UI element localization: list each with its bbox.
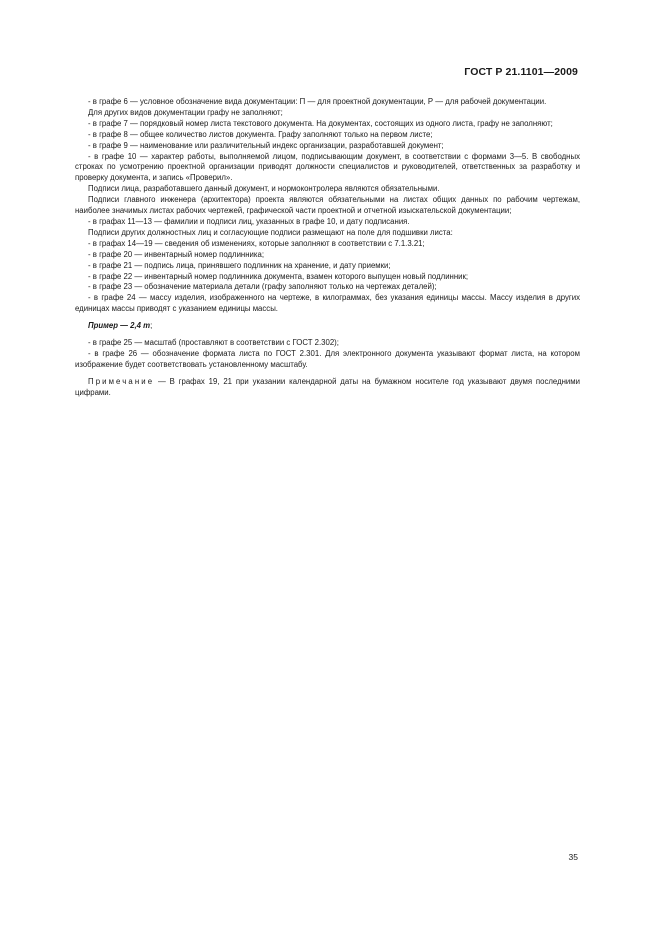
paragraph: - в графах 14—19 — сведения об изменениях, которые заполняют в соответствии с 7.1.3.21;: [88, 238, 425, 248]
paragraph: Для других видов документации графу не заполняют;: [88, 107, 283, 117]
paragraph: Подписи лица, разработавшего данный документ, и нормоконтролера являются обязательными.: [88, 184, 440, 194]
example-line: [75, 321, 580, 332]
paragraph: - в графах 11—13 — фамилии и подписи лиц, указанных в графе 10, и дату подписания.: [88, 216, 410, 226]
paragraph: Подписи других должностных лиц и согласующие подписи размещают на поле для подшивки листа:: [88, 227, 453, 237]
paragraph: - в графе 6 — условное обозначение вида документации: П — для проектной документации, Р — для рабочей документации.: [88, 97, 547, 106]
paragraph: - в графе 21 — подпись лица, принявшего подлинник на хранение, и дату приемки;: [88, 260, 391, 270]
paragraph: - в графе 22 — инвентарный номер подлинника документа, взамен которого выпущен новый подлинник;: [88, 271, 469, 281]
paragraph: - в графе 23 — обозначение материала детали (графу заполняют только на чертежах деталей);: [88, 282, 437, 292]
paragraph: - в графе 24 — массу изделия, изображенного на чертеже, в килограммах, без указания единицы массы. Массу изделия в других единицах массы приводят с указанием единицы массы.: [75, 293, 580, 314]
paragraph: - в графе 25 — масштаб (проставляют в соответствии с ГОСТ 2.302);: [88, 338, 339, 348]
note-paragraph: [75, 377, 580, 399]
paragraph: - в графе 8 — общее количество листов документа. Графу заполняют только на первом листе;: [88, 129, 433, 139]
paragraph: - в графе 7 — порядковый номер листа текстового документа. На документах, состоящих из одного листа, графу не заполняют;: [88, 118, 553, 128]
page-number: 35: [568, 852, 578, 862]
paragraph: Подписи главного инженера (архитектора) проекта являются обязательными на листах общих данных по рабочим чертежам, наиболее значимых листах рабочих чертежей, графической части проектной и отчетной изыскательской документации;: [75, 195, 580, 216]
paragraph: - в графе 9 — наименование или различительный индекс организации, разработавшей документ;: [88, 140, 444, 150]
paragraph: - в графе 10 — характер работы, выполняемой лицом, подписывающим документ, в соответствии с формами 3—5. В свободных строках по усмотрению проектной организации приводят должности специалистов и руководителей, ответственных за разработку и проверку документа, и запись «Проверил».: [75, 151, 580, 183]
document-header: ГОСТ Р 21.1101—2009: [464, 66, 578, 78]
note-text: — В графах 19, 21 при указании календарной даты на бумажном носителе год указывают двумя последними цифрами.: [75, 376, 580, 397]
paragraph: - в графе 26 — обозначение формата листа по ГОСТ 2.301. Для электронного документа указывают формат листа, на котором изображение будет соответствовать установленному масштабу.: [75, 348, 580, 369]
note-label: Примечание: [88, 376, 155, 386]
document-body: [75, 97, 580, 399]
example-label: Пример — 2,4 т: [88, 321, 151, 331]
paragraph: - в графе 20 — инвентарный номер подлинника;: [88, 249, 264, 259]
example-suffix: ;: [150, 321, 153, 331]
